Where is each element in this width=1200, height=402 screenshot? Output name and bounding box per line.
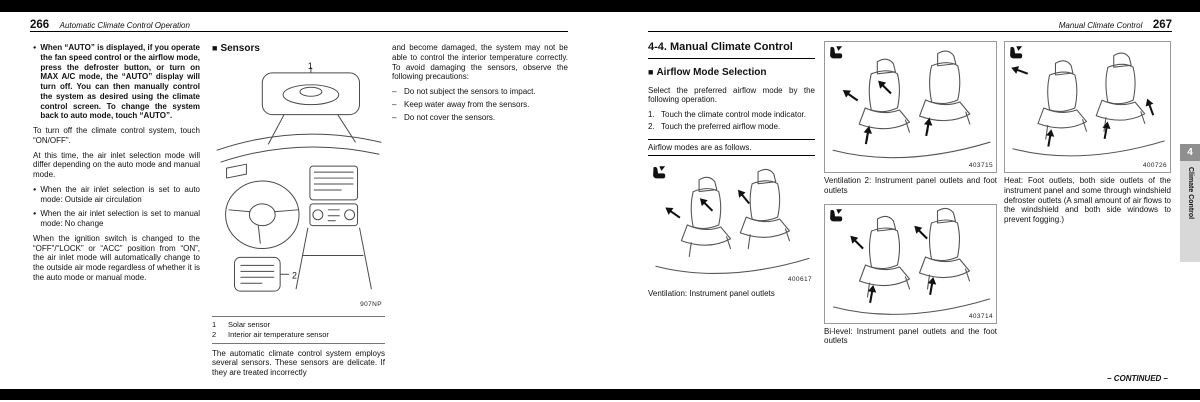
step-2: 2. Touch the preferred airflow mode.: [648, 121, 781, 131]
bilevel-caption: Bi-level: Instrument panel outlets and the foot outlets: [824, 326, 997, 346]
bullet-manual-mode-text: When the air inlet selection is set to manual mode: No change: [40, 209, 200, 228]
running-header-right: [648, 15, 1172, 32]
chapter-label-tab: Climate Control: [1180, 161, 1200, 262]
bullet-manual-mode: [33, 209, 200, 229]
square-bullet-icon: ■: [648, 67, 654, 78]
ventilation-figure: [648, 162, 815, 286]
figure-code: 907NP: [360, 301, 382, 309]
figure-legend: [212, 316, 385, 344]
para-turn-off: To turn off the climate control system, touch “ON/OFF”.: [33, 126, 200, 145]
viewer-top-bar: [0, 0, 1200, 12]
bullet-auto-mode: [33, 185, 200, 205]
airflow-mode-heading: ■ Airflow Mode Selection: [648, 67, 767, 79]
ventilation2-figure: [824, 41, 997, 173]
bilevel-illustration: [825, 205, 996, 323]
running-header-left: [30, 15, 568, 32]
note-auto-display-text: When “AUTO” is displayed, if you operate the fan speed control or the airflow mode, press the defroster button, or turn on MAX A/C mode, the “AUTO” display will turn off. You can then manually control the system as desired using the climate control screen. To change the system back to auto mode, touch “AUTO”.: [40, 43, 200, 121]
ventilation-mode-icon: [651, 165, 666, 180]
para-ignition: When the ignition switch is changed to the “OFF”/“LOCK” or “ACC” position from “ON”, the air inlet mode will automatically change to the outside air mode regardless of whether it is the auto mode or manual mode.: [33, 233, 200, 282]
para-inlet-mode: At this time, the air inlet selection mode will differ depending on the auto mode and manual mode.: [33, 150, 200, 179]
sensors-figure: [212, 61, 385, 311]
precaution-item: – Do not cover the sensors.: [392, 112, 496, 122]
ventilation2-mode-icon: [828, 45, 843, 60]
running-title-right: Manual Climate Control: [1058, 21, 1143, 30]
continued-note: – CONTINUED –: [1107, 374, 1168, 383]
left-column-3: [392, 43, 568, 125]
left-column-2: [212, 43, 385, 383]
bilevel-figure: [824, 204, 997, 324]
dash-icon: –: [392, 112, 397, 122]
page-number-right: 267: [1152, 19, 1172, 31]
viewer-bottom-bar: [0, 389, 1200, 400]
running-title-left: Automatic Climate Control Operation: [59, 21, 190, 30]
precaution-item: – Do not subject the sensors to impact.: [392, 87, 536, 96]
airflow-modes-note: Airflow modes are as follows.: [648, 139, 815, 157]
ventilation-illustration: [648, 162, 815, 286]
ventilation2-caption: Ventilation 2: Instrument panel outlets and foot outlets: [824, 176, 997, 195]
precautions-intro: and become damaged, the system may not be able to control the interior temperature correctly. To avoid damaging the sensors, observe the following precautions:: [392, 43, 568, 82]
bilevel-mode-icon: [828, 208, 843, 223]
dash-icon: –: [392, 87, 397, 96]
airflow-intro: Select the preferred airflow mode by the following operation.: [648, 85, 815, 105]
heat-caption: Heat: Foot outlets, both side outlets of the instrument panel and some through windshield defroster outlets (A small amount of air flows to the windshield and both side windows to prevent fogging.): [1004, 176, 1171, 224]
legend-row: 2 Interior air temperature sensor: [212, 329, 329, 339]
figure-callout-2: 2: [292, 270, 298, 281]
ventilation-caption: Ventilation: Instrument panel outlets: [648, 289, 775, 299]
step-1: 1. Touch the climate control mode indicator.: [648, 110, 806, 120]
bullet-icon: ●: [33, 186, 37, 193]
dash-icon: –: [392, 99, 397, 109]
section-title: 4-4. Manual Climate Control: [648, 41, 815, 59]
right-column-2: [824, 41, 997, 346]
heat-figure: [1004, 41, 1171, 173]
figure-code: 400617: [787, 276, 812, 284]
right-column-3: [1004, 41, 1171, 225]
left-column-1: [33, 43, 200, 288]
heat-mode-icon: [1008, 45, 1023, 60]
sensors-heading: ■ Sensors: [212, 43, 260, 54]
ventilation2-illustration: [825, 42, 996, 172]
bullet-icon: ●: [33, 211, 37, 218]
square-bullet-icon: ■: [212, 43, 218, 53]
chapter-number-tab: 4: [1180, 144, 1200, 161]
figure-code: 403715: [968, 162, 993, 170]
figure-callout-1: 1: [307, 61, 313, 72]
figure-code: 403714: [968, 312, 993, 320]
chapter-side-tab: [1180, 144, 1200, 262]
legend-row: 1 Solar sensor: [212, 320, 271, 330]
bullet-icon: ●: [33, 45, 37, 51]
right-column-1: [648, 41, 815, 299]
sensors-paragraph: The automatic climate control system employs several sensors. These sensors are delicate. If they are treated incorrectly: [212, 348, 385, 378]
note-auto-display: [33, 43, 200, 121]
page-number-left: 266: [30, 19, 50, 31]
dashboard-illustration: [212, 61, 385, 311]
bullet-auto-mode-text: When the air inlet selection is set to auto mode: Outside air circulation: [40, 184, 200, 204]
precaution-item: – Keep water away from the sensors.: [392, 99, 530, 109]
heat-illustration: [1005, 42, 1170, 172]
figure-code: 400726: [1142, 162, 1167, 170]
